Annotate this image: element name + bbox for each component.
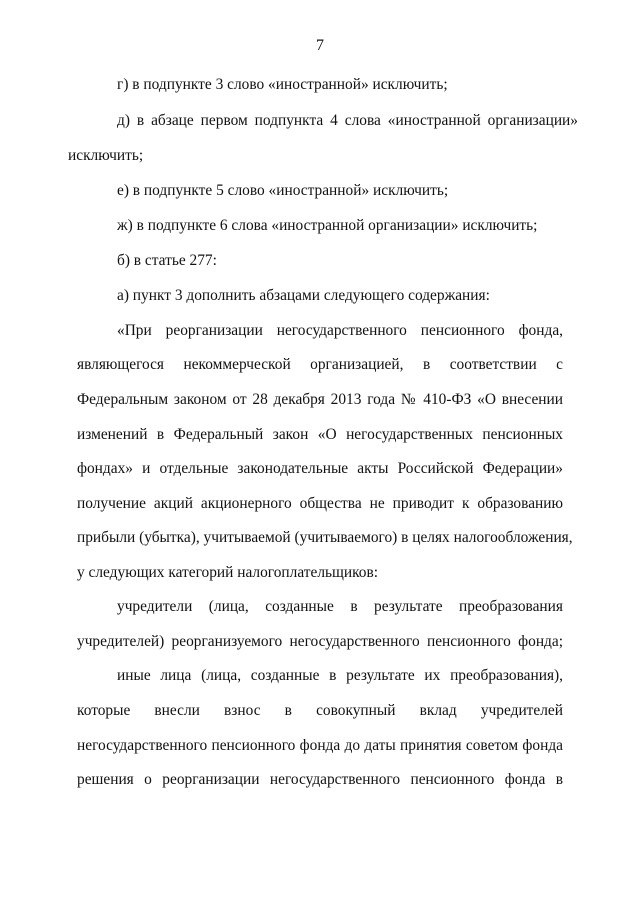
text-line: негосударственного пенсионного фонда до даты принятия советом фонда — [77, 737, 563, 754]
text-line: исключить; — [68, 147, 144, 164]
text-line: изменений в Федеральный закон «О негосударственных пенсионных — [77, 426, 563, 443]
page-number: 7 — [316, 37, 324, 54]
text-line: прибыли (убытка), учитываемой (учитываемого) в целях налогообложения, — [77, 529, 573, 546]
text-line: решения о реорганизации негосударственного пенсионного фонда в — [77, 771, 563, 788]
text-line: г) в подпункте 3 слово «иностранной» исключить; — [117, 76, 448, 93]
text-line: Федеральным законом от 28 декабря 2013 года № 410-ФЗ «О внесении — [77, 391, 563, 408]
text-line: б) в статье 277: — [117, 252, 217, 269]
text-line: ж) в подпункте 6 слова «иностранной организации» исключить; — [117, 217, 538, 234]
text-line: которые внесли взнос в совокупный вклад учредителей — [77, 702, 563, 719]
text-line: фондах» и отдельные законодательные акты Российской Федерации» — [77, 460, 563, 477]
text-line: получение акций акционерного общества не приводит к образованию — [77, 495, 563, 512]
text-line: иные лица (лица, созданные в результате их преобразования), — [117, 667, 563, 684]
text-line: а) пункт 3 дополнить абзацами следующего содержания: — [117, 287, 490, 304]
text-line: учредителей) реорганизуемого негосударственного пенсионного фонда; — [77, 633, 563, 650]
text-line: д) в абзаце первом подпункта 4 слова «иностранной организации» — [117, 112, 578, 129]
text-line: «При реорганизации негосударственного пенсионного фонда, — [117, 322, 563, 339]
text-line: у следующих категорий налогоплательщиков: — [77, 564, 379, 581]
text-line: являющегося некоммерческой организацией, в соответствии с — [77, 356, 563, 373]
text-line: е) в подпункте 5 слово «иностранной» исключить; — [117, 182, 449, 199]
text-line: учредители (лица, созданные в результате преобразования — [117, 598, 563, 615]
